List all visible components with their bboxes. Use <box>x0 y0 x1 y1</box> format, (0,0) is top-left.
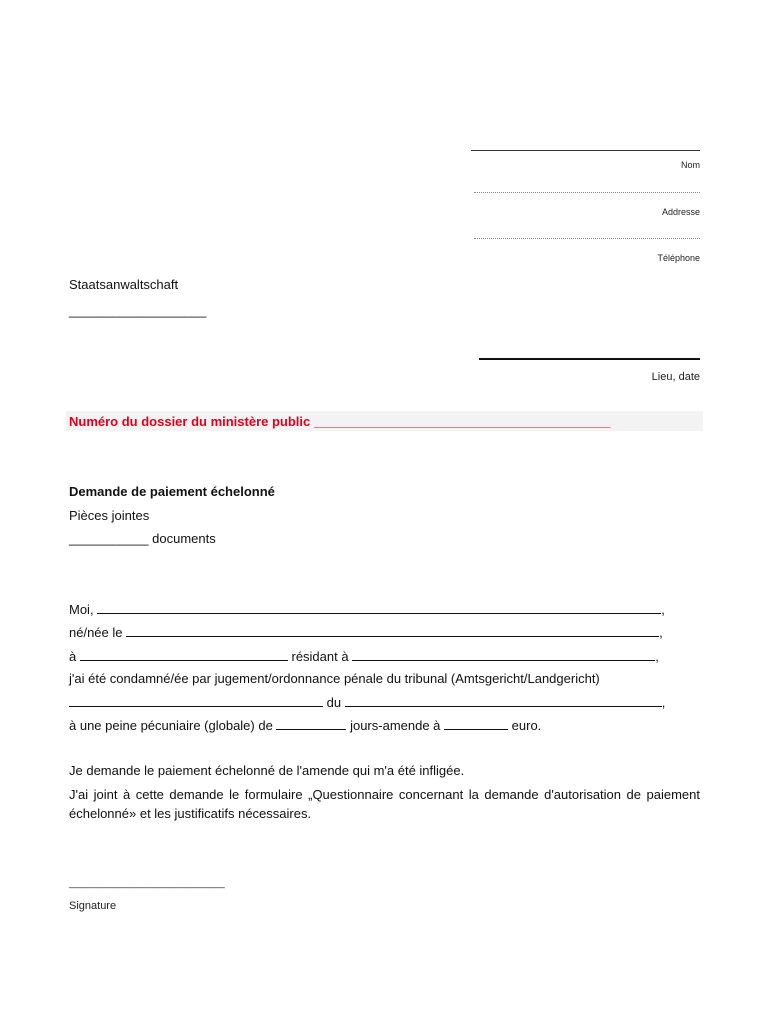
form-line-court <box>69 694 665 710</box>
sender-address-line[interactable] <box>474 192 700 193</box>
judgement-date-field[interactable] <box>345 694 662 707</box>
name-prefix: Moi, <box>69 602 94 617</box>
court-field[interactable] <box>69 694 323 707</box>
residence-field[interactable] <box>352 648 655 661</box>
request-paragraph: Je demande le paiement échelonné de l'amende qui m'a été infligée. <box>69 763 465 778</box>
amount-per-day-field[interactable] <box>444 717 508 730</box>
form-line-residence <box>69 648 659 664</box>
case-number-label: Numéro du dossier du ministère public <box>69 414 311 429</box>
full-name-field[interactable] <box>97 601 661 614</box>
birthplace-prefix: à <box>69 649 77 664</box>
birth-suffix: , <box>659 625 663 640</box>
sender-address-label: Addresse <box>661 207 700 217</box>
court-suffix: , <box>661 695 666 710</box>
case-number-row <box>69 414 610 429</box>
documents-label: documents <box>152 531 216 546</box>
day-fines-field[interactable] <box>276 717 346 730</box>
form-line-fine <box>69 717 541 733</box>
documents-row <box>69 531 216 546</box>
form-line-birth <box>69 624 663 640</box>
birthplace-field[interactable] <box>80 648 288 661</box>
sender-phone-label: Téléphone <box>657 253 700 263</box>
sender-phone-line[interactable] <box>474 238 700 239</box>
attachments-label: Pièces jointes <box>69 508 150 523</box>
sender-name-label: Nom <box>680 160 700 170</box>
day-fines-label: jours-amende à <box>350 718 441 733</box>
signature-label: Signature <box>69 900 117 912</box>
fine-prefix: à une peine pécuniaire (globale) de <box>69 718 273 733</box>
euro-label: euro. <box>511 718 542 733</box>
form-line-judgement: j'ai été condamné/ée par jugement/ordonnance pénale du tribunal (Amtsgericht/Landgericht) <box>69 671 600 686</box>
residence-label: résidant à <box>291 649 349 664</box>
signature-blank[interactable]: ____________________________ <box>69 878 225 889</box>
case-number-blank[interactable]: _________________________________________ <box>313 414 611 429</box>
birth-date-field[interactable] <box>126 624 659 637</box>
sender-name-line[interactable] <box>471 150 700 151</box>
residence-suffix: , <box>655 649 659 664</box>
birth-prefix: né/née le <box>69 625 123 640</box>
name-suffix: , <box>661 602 665 617</box>
court-date-label: du <box>326 695 342 710</box>
documents-count-blank[interactable]: ___________ <box>69 531 149 546</box>
recipient-name: Staatsanwaltschaft <box>69 277 179 292</box>
place-date-line[interactable] <box>479 358 700 360</box>
attachment-paragraph: J'ai joint à cette demande le formulaire „Questionnaire concernant la demande d'autorisation de paiement échelonné» et les justificatifs nécessaires. <box>69 787 700 821</box>
document-title: Demande de paiement échelonné <box>69 484 275 499</box>
recipient-blank[interactable]: ___________________ <box>69 303 207 318</box>
place-date-label: Lieu, date <box>651 371 700 383</box>
form-line-name <box>69 601 665 617</box>
